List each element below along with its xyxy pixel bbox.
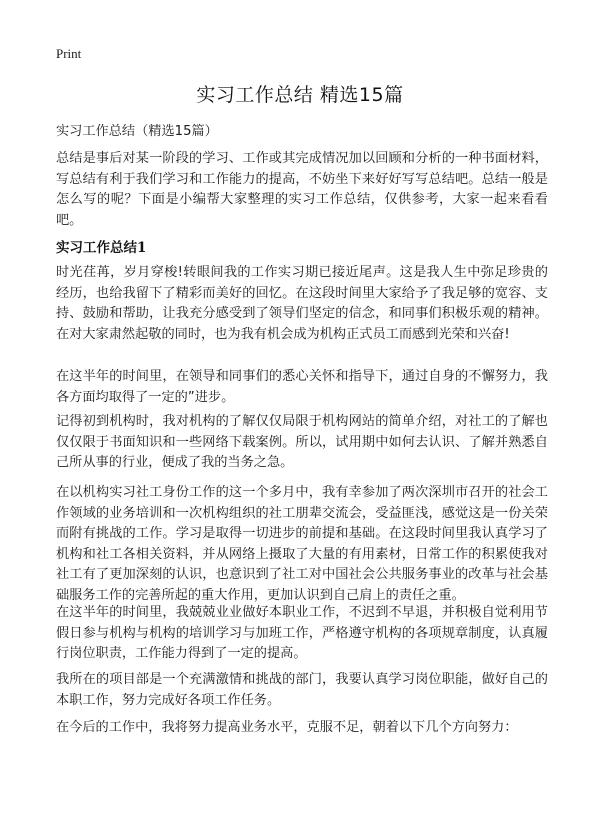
- body-paragraph-6: 我所在的项目部是一个充满激情和挑战的部门，我要认真学习岗位职能，做好自己的本职工作，努力完成好各项工作任务。: [56, 672, 548, 708]
- body-paragraph-3: 记得初到机构时，我对机构的了解仅仅局限于机构网站的简单介绍，对社工的了解也仅仅限于书面知识和一些网络下载案例。所以，试用期中如何去认识、了解并熟悉自己所从事的行业，便成了我的当务之急。: [56, 414, 548, 470]
- intro-paragraph: 总结是事后对某一阶段的学习、工作或其完成情况加以回顾和分析的一种书面材料，写总结有利于我们学习和工作能力的提高，不妨坐下来好好写写总结吧。总结一般是怎么写的呢？下面是小编帮大家整理的实习工作总结，仅供参考，大家一起来看看吧。: [56, 151, 548, 228]
- section-heading: 实习工作总结1: [56, 240, 147, 256]
- document-title: 实习工作总结 精选15篇: [196, 84, 404, 106]
- print-link[interactable]: Print: [56, 46, 82, 61]
- body-paragraph-4: 在以机构实习社工身份工作的这一个多月中，我有幸参加了两次深圳市召开的社会工作领域的业务培训和一次机构组织的社工朋辈交流会，受益匪浅，感觉这是一份关荣而附有挑战的工作。学习是取得一切进步的前提和基础。在这段时间里我认真学习了机构和社工各相关资料，并从网络上摄取了大量的有用素材，日常工作的积累使我对社工有了更加深刻的认识，也意识到了社工对中国社会公共服务事业的改革与社会基础服务工作的完善所起的重大作用，更加认识到自己肩上的责任之重。: [56, 485, 548, 603]
- body-paragraph-2: 在这半年的时间里，在领导和同事们的悉心关怀和指导下，通过自身的不懈努力，我各方面均取得了一定的”进步。: [56, 369, 548, 405]
- body-paragraph-7: 在今后的工作中，我将努力提高业务水平，克服不足，朝着以下几个方向努力：: [56, 720, 518, 735]
- document-subtitle: 实习工作总结（精选15篇）: [56, 124, 218, 139]
- body-paragraph-5: 在这半年的时间里，我兢兢业业做好本职业工作，不迟到不早退，并积极自觉利用节假日参与机构与机构的培训学习与加班工作，严格遵守机构的各项规章制度，认真履行岗位职责，工作能力得到了一定的提高。: [56, 605, 548, 661]
- body-paragraph-1: 时光荏苒，岁月穿梭!转眼间我的工作实习期已接近尾声。这是我人生中弥足珍贵的经历，也给我留下了精彩而美好的回忆。在这段时间里大家给予了我足够的宽容、支持、鼓励和帮助，让我充分感受到了领导们坚定的信念，和同事们积极乐观的精神。在对大家肃然起敬的同时，也为我有机会成为机构正式员工而感到光荣和兴奋!: [56, 265, 548, 342]
